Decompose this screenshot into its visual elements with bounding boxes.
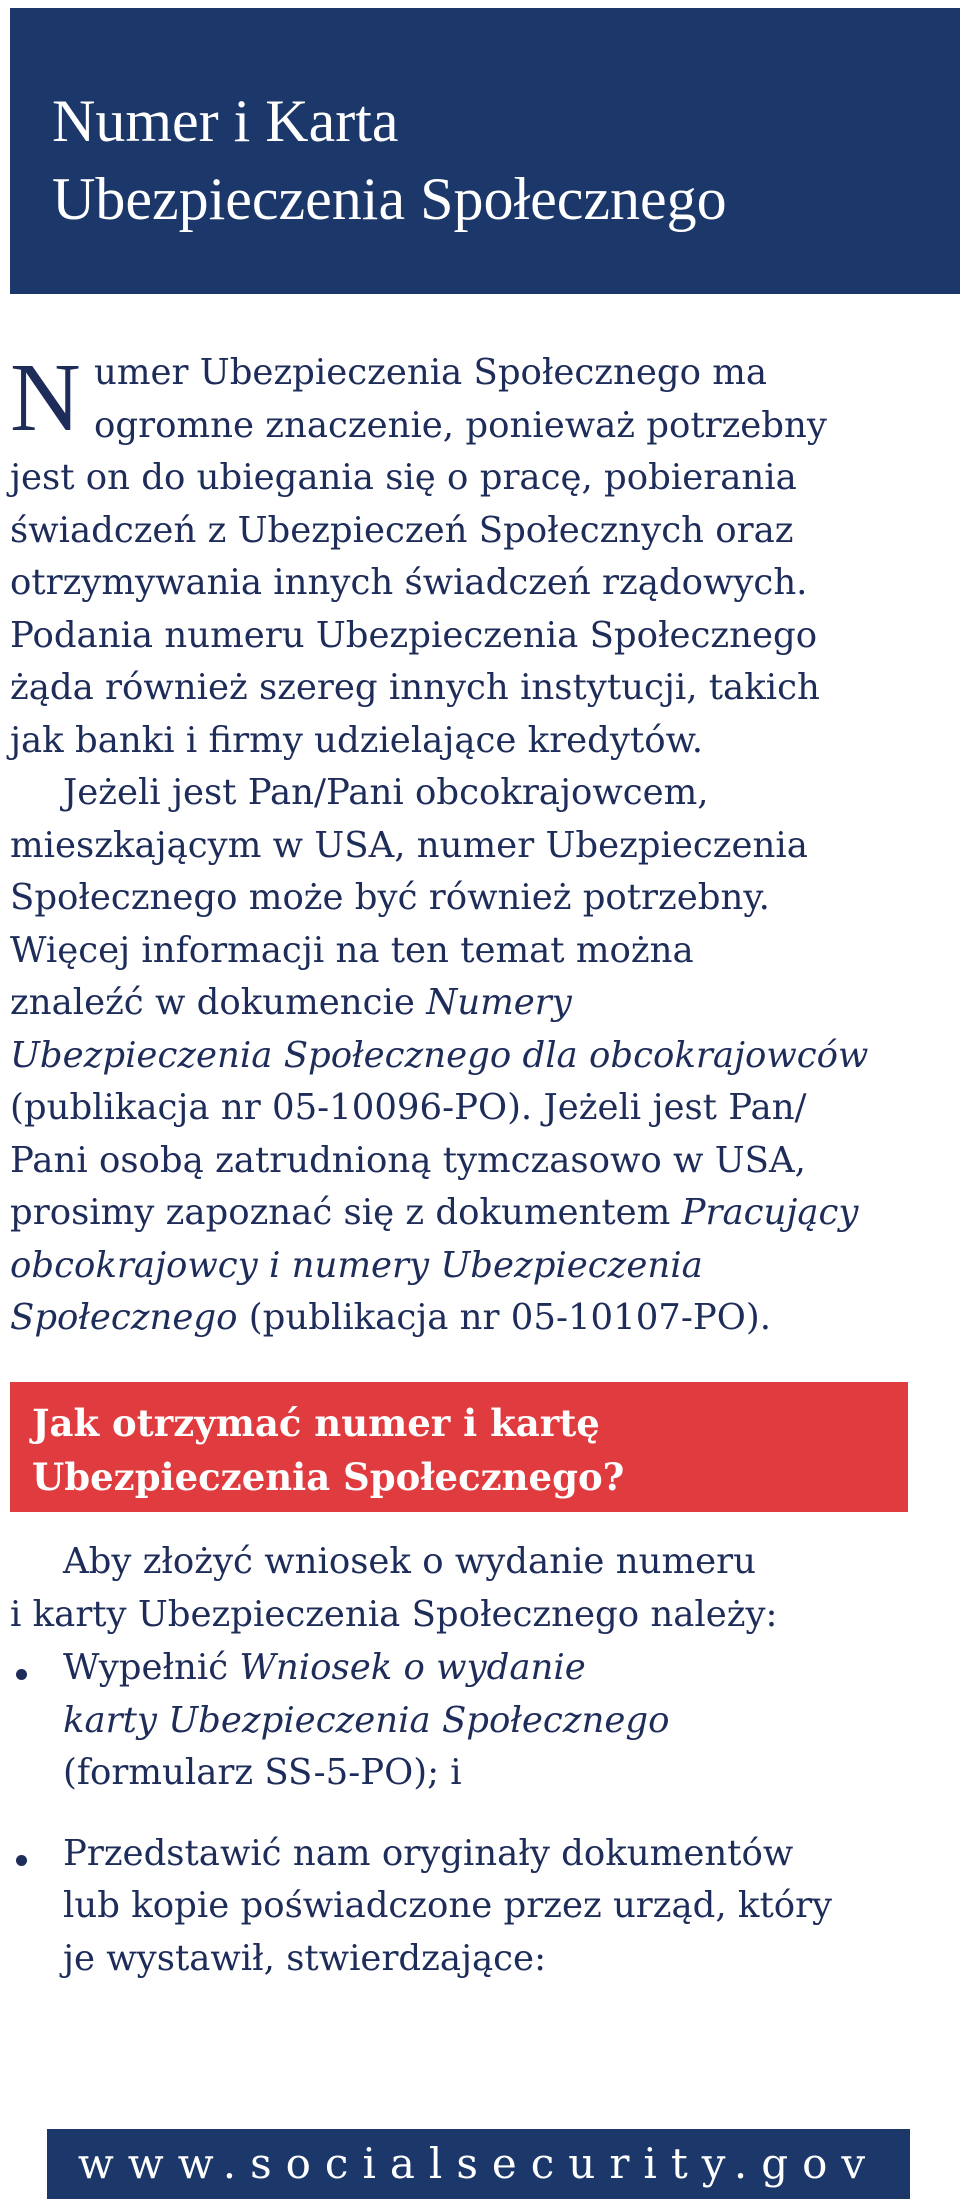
title-banner	[10, 8, 960, 294]
list-item-line: Przedstawić nam oryginały dokumentów	[63, 1832, 794, 1874]
paragraph-line	[10, 1187, 910, 1240]
paragraph-line: Więcej informacji na ten temat można	[10, 929, 694, 971]
intro-line: świadczeń z Ubezpieczeń Społecznych oraz	[10, 509, 794, 551]
list-item-line: (formularz SS-5-PO); i	[63, 1752, 462, 1793]
intro-line: otrzymywania innych świadczeń rządowych.	[10, 562, 808, 603]
paragraph-text: prosimy zapoznać się z dokumentem	[10, 1192, 671, 1233]
paragraph-line: Społecznego może być również potrzebny.	[10, 877, 770, 918]
paragraph-line: mieszkającym w USA, numer Ubezpieczenia	[10, 824, 808, 866]
paragraph-line	[10, 977, 910, 1030]
paragraph-line: Pani osobą zatrudnioną tymczasowo w USA,	[10, 1139, 806, 1181]
requirements-list	[10, 1642, 910, 1985]
apply-line: Aby złożyć wniosek o wydanie numeru	[63, 1541, 756, 1582]
drop-cap: N	[10, 344, 81, 452]
intro-text: umer Ubezpieczenia Społecznego ma	[94, 352, 768, 393]
section-heading-banner	[10, 1382, 908, 1512]
bullet-icon	[16, 1669, 27, 1680]
intro-line: żąda również szereg innych instytucji, takich	[10, 667, 820, 708]
publication-title: Pracujący	[681, 1192, 859, 1233]
list-item	[10, 1642, 910, 1800]
list-item	[10, 1828, 910, 1986]
section-heading-line-1: Jak otrzymać numer i kartę	[32, 1401, 600, 1445]
apply-intro	[10, 1536, 910, 1641]
publication-title: Numery	[426, 982, 572, 1023]
publication-title: Społecznego	[10, 1297, 238, 1338]
page-title-line-1: Numer i Karta	[52, 88, 399, 154]
publication-title: obcokrajowcy i numery Ubezpieczenia	[10, 1244, 703, 1286]
list-item-line: je wystawił, stwierdzające:	[63, 1937, 547, 1979]
form-title: karty Ubezpieczenia Społecznego	[63, 1699, 670, 1741]
intro-line: jak banki i firmy udzielające kredytów.	[10, 719, 704, 761]
intro-line: jest on do ubiegania się o pracę, pobierania	[10, 457, 797, 498]
list-item-line: lub kopie poświadczone przez urząd, który	[63, 1885, 833, 1926]
intro-section	[10, 344, 910, 1345]
paragraph-line: (publikacja nr 05-10096-PO). Jeżeli jest Pan/	[10, 1087, 807, 1128]
bullet-icon	[16, 1855, 27, 1866]
website-url: www.socialsecurity.gov	[77, 2139, 880, 2188]
list-item-text: Wypełnić	[63, 1647, 229, 1688]
form-title: Wniosek o wydanie	[239, 1647, 586, 1688]
intro-line: Podania numeru Ubezpieczenia Społecznego	[10, 614, 818, 656]
paragraph-text: znaleźć w dokumencie	[10, 982, 415, 1023]
paragraph-line: Jeżeli jest Pan/Pani obcokrajowcem,	[63, 772, 709, 813]
apply-line: i karty Ubezpieczenia Społecznego należy:	[10, 1593, 778, 1635]
list-item-line	[63, 1642, 910, 1695]
paragraph-line	[10, 1292, 910, 1345]
footer-banner	[47, 2129, 910, 2199]
page-title-line-2: Ubezpieczenia Społecznego	[52, 166, 727, 232]
publication-reference: (publikacja nr 05-10107-PO).	[248, 1297, 772, 1338]
intro-line: ogromne znaczenie, ponieważ potrzebny	[94, 404, 827, 446]
section-heading-line-2: Ubezpieczenia Społecznego?	[32, 1455, 625, 1499]
publication-title: Ubezpieczenia Społecznego dla obcokrajowców	[10, 1034, 869, 1076]
